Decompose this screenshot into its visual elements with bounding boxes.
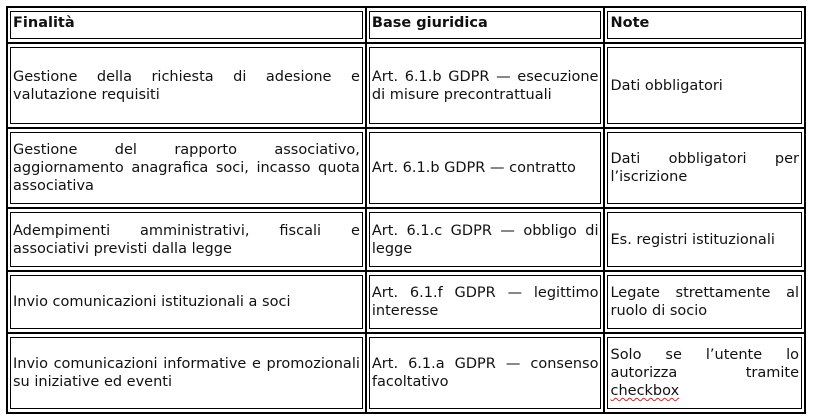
note-text [610, 346, 799, 400]
finalita-text: Gestione della richiesta di adesione e valutazione requisiti [13, 68, 360, 103]
cell-note [604, 128, 805, 208]
note-text: Es. registri istituzionali [610, 231, 775, 248]
header-row [7, 7, 805, 43]
cell-finalita [7, 208, 366, 270]
cell-base [366, 333, 605, 413]
header-cell-note [604, 7, 805, 43]
finalita-text: Adempimenti amministrativi, fiscali e associativi previsti dalla legge [13, 222, 360, 257]
note-prefix: Solo se l’utente lo autorizza tramite [610, 346, 799, 381]
header-base-giuridica: Base giuridica [371, 15, 488, 31]
header-finalita: Finalità [13, 15, 75, 31]
cell-base [366, 208, 605, 270]
table-row [7, 333, 805, 413]
table-row [7, 43, 805, 128]
cell-finalita [7, 128, 366, 208]
cell-note [604, 43, 805, 128]
base-giuridica-text: Art. 6.1.c GDPR — obbligo di legge [371, 222, 599, 257]
table-row [7, 271, 805, 333]
base-giuridica-text: Art. 6.1.b GDPR — esecuzione di misure precontrattuali [371, 68, 599, 103]
table-row [7, 128, 805, 208]
cell-finalita [7, 43, 366, 128]
table-row [7, 208, 805, 270]
header-cell-finalita [7, 7, 366, 43]
cell-note [604, 208, 805, 270]
base-giuridica-text: Art. 6.1.b GDPR — contratto [371, 160, 576, 177]
finalita-text: Invio comunicazioni istituzionali a soci [13, 293, 291, 310]
cell-finalita [7, 333, 366, 413]
note-text: Dati obbligatori [610, 77, 723, 94]
cell-note [604, 333, 805, 413]
cell-base [366, 128, 605, 208]
finalita-text: Invio comunicazioni informative e promozionali su iniziative ed eventi [13, 355, 360, 390]
cell-finalita [7, 271, 366, 333]
spellcheck-flagged-word: checkbox [610, 382, 680, 399]
header-note: Note [610, 15, 650, 31]
finalita-text: Gestione del rapporto associativo, aggiornamento anagrafica soci, incasso quota associativa [13, 142, 360, 195]
note-text: Dati obbligatori per l’iscrizione [610, 151, 799, 186]
privacy-purposes-table [6, 6, 806, 414]
base-giuridica-text: Art. 6.1.f GDPR — legittimo interesse [371, 284, 599, 319]
note-text: Legate strettamente al ruolo di socio [610, 284, 799, 319]
cell-base [366, 43, 605, 128]
base-giuridica-text: Art. 6.1.a GDPR — consenso facoltativo [371, 355, 599, 390]
cell-base [366, 271, 605, 333]
header-cell-base [366, 7, 605, 43]
document-page [6, 6, 806, 414]
cell-note [604, 271, 805, 333]
